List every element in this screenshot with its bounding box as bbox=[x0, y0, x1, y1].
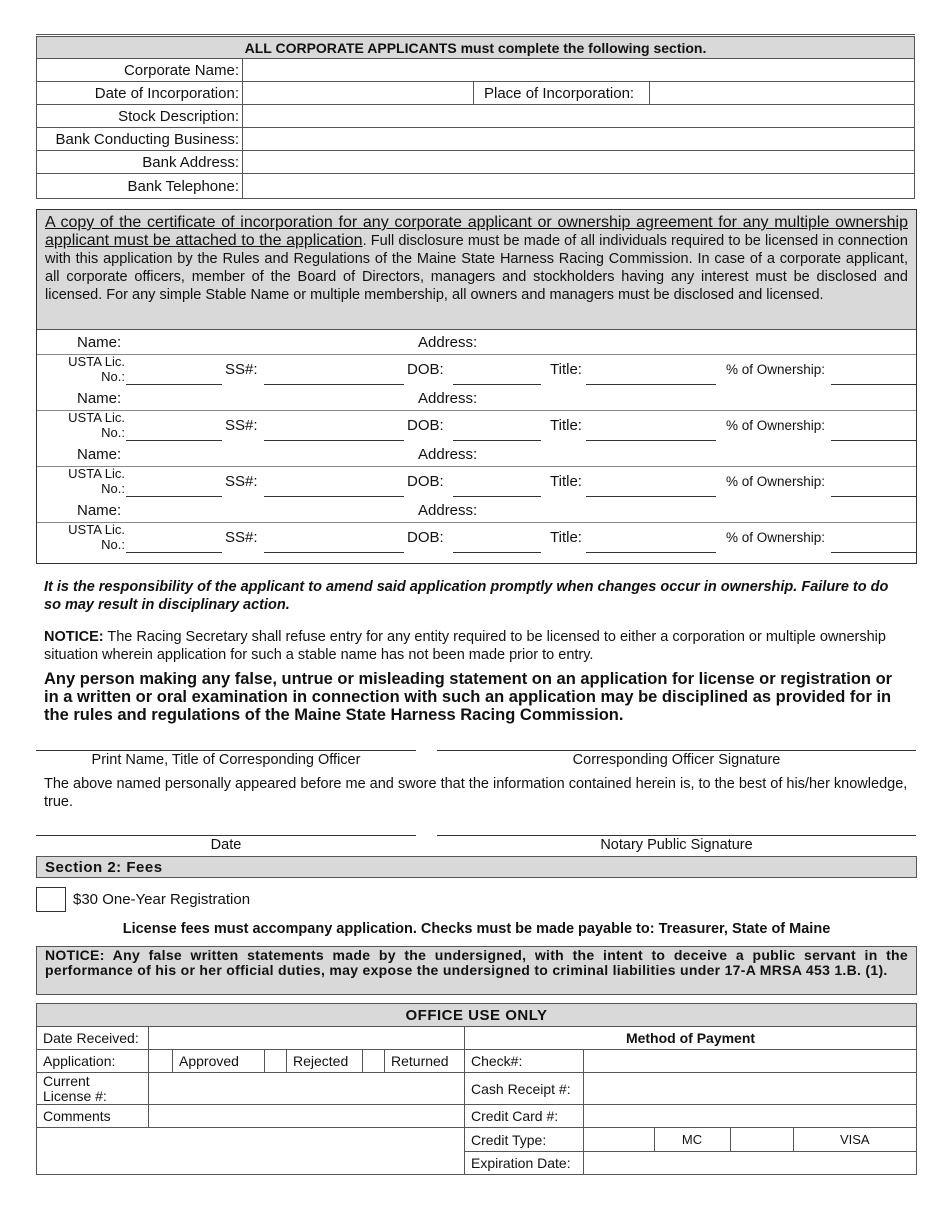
owner-ss-field[interactable] bbox=[264, 384, 404, 385]
returned-label: Returned bbox=[385, 1050, 465, 1073]
print-name-line[interactable] bbox=[36, 750, 416, 751]
owner-usta-line1: USTA Lic. bbox=[68, 522, 125, 537]
credit-card-label: Credit Card #: bbox=[465, 1105, 584, 1128]
ownership-intro-underlined: A copy of the certificate of incorporation for any corporate applicant or ownership agreement for any multiple ownership applicant must be attached to the application bbox=[45, 214, 908, 249]
date-caption: Date bbox=[210, 837, 242, 853]
owner-title-label: Title: bbox=[550, 529, 582, 546]
owner-title-field[interactable] bbox=[586, 496, 716, 497]
ownership-intro-rest: . Full disclosure must be made of all individuals required to be licensed in connection with this application by the Rules and Regulations of the Maine State Harness Racing Commission. In case of a corporate applicant, all corporate officers, member of the Board of Directors, managers and stockholders having any interest must be disclosed and licensed. For any simple Stable Name or multiple membership, all owners and managers must be disclosed and licensed. bbox=[45, 233, 908, 303]
corporate-name-label: Corporate Name: bbox=[37, 59, 243, 82]
owner-row-divider bbox=[37, 522, 916, 523]
notary-signature-caption: Notary Public Signature bbox=[600, 837, 753, 853]
notice-text: The Racing Secretary shall refuse entry for any entity required to be licensed to either a corporation or multiple ownership situation wherein application for such a stable name has not been made prior to entry. bbox=[44, 629, 886, 663]
owner-row-divider bbox=[37, 410, 916, 411]
owner-usta-line2: No.: bbox=[101, 425, 125, 440]
cash-receipt-field[interactable] bbox=[584, 1073, 917, 1105]
date-received-field[interactable] bbox=[149, 1027, 465, 1050]
bank-telephone-label: Bank Telephone: bbox=[37, 174, 243, 199]
stock-description-field[interactable] bbox=[243, 105, 915, 128]
approved-label: Approved bbox=[173, 1050, 265, 1073]
responsibility-text: It is the responsibility of the applicant to amend said application promptly when changes occur in ownership. Failure to do so may result in disciplinary action. bbox=[44, 579, 889, 613]
owner-dob-field[interactable] bbox=[453, 384, 541, 385]
owner-block bbox=[37, 443, 916, 499]
owner-ownership-field[interactable] bbox=[831, 496, 916, 497]
comments-label: Comments bbox=[37, 1105, 149, 1128]
stock-description-label: Stock Description: bbox=[37, 105, 243, 128]
current-license-field[interactable] bbox=[149, 1073, 465, 1105]
owner-dob-label: DOB: bbox=[407, 417, 444, 434]
owner-row-divider bbox=[37, 354, 916, 355]
owner-ss-field[interactable] bbox=[264, 552, 404, 553]
bank-field[interactable] bbox=[243, 128, 915, 151]
owner-address-label: Address: bbox=[418, 502, 478, 519]
office-header: OFFICE USE ONLY bbox=[37, 1004, 917, 1027]
bank-address-label: Bank Address: bbox=[37, 151, 243, 174]
owner-ownership-field[interactable] bbox=[831, 552, 916, 553]
owner-row-divider bbox=[37, 466, 916, 467]
owner-title-label: Title: bbox=[550, 473, 582, 490]
owner-ss-label: SS#: bbox=[225, 473, 258, 490]
officer-signature-caption: Corresponding Officer Signature bbox=[572, 752, 781, 768]
owner-title-label: Title: bbox=[550, 417, 582, 434]
owner-block bbox=[37, 331, 916, 387]
owner-dob-label: DOB: bbox=[407, 529, 444, 546]
corporate-header: ALL CORPORATE APPLICANTS must complete the following section. bbox=[37, 36, 915, 59]
owner-dob-field[interactable] bbox=[453, 552, 541, 553]
owner-dob-field[interactable] bbox=[453, 440, 541, 441]
place-incorporation-label: Place of Incorporation: bbox=[474, 82, 650, 105]
owner-title-field[interactable] bbox=[586, 440, 716, 441]
date-received-label: Date Received: bbox=[37, 1027, 149, 1050]
owner-usta-label bbox=[47, 354, 125, 384]
approved-checkbox[interactable] bbox=[149, 1050, 173, 1073]
returned-checkbox[interactable] bbox=[363, 1050, 385, 1073]
expiration-date-label: Expiration Date: bbox=[465, 1152, 584, 1175]
notice-paragraph bbox=[44, 628, 908, 664]
owner-usta-field[interactable] bbox=[126, 440, 222, 441]
owner-usta-label bbox=[47, 466, 125, 496]
credit-type-label: Credit Type: bbox=[465, 1128, 584, 1152]
notice-false-statements: NOTICE: Any false written statements made by the undersigned, with the intent to deceive a public servant in the performance of his or her official duties, may expose the undersigned to criminal liabilities under 17-A MRSA 453 1.B. (1). bbox=[36, 946, 917, 995]
sworn-text: The above named personally appeared before me and swore that the information contained herein is, to the best of his/her knowledge, true. bbox=[44, 776, 908, 810]
credit-card-field[interactable] bbox=[584, 1105, 917, 1128]
comments-area[interactable] bbox=[37, 1128, 465, 1175]
mc-checkbox[interactable] bbox=[584, 1128, 654, 1151]
owner-ownership-label: % of Ownership: bbox=[726, 474, 826, 489]
owner-address-label: Address: bbox=[418, 334, 478, 351]
rejected-checkbox[interactable] bbox=[265, 1050, 287, 1073]
owner-usta-line2: No.: bbox=[101, 481, 125, 496]
owner-usta-field[interactable] bbox=[126, 496, 222, 497]
print-name-caption: Print Name, Title of Corresponding Officer bbox=[91, 752, 361, 768]
officer-signature-line[interactable] bbox=[437, 750, 916, 751]
owner-dob-label: DOB: bbox=[407, 473, 444, 490]
mc-label: MC bbox=[654, 1128, 730, 1151]
owner-name-label: Name: bbox=[77, 446, 122, 463]
owner-name-label: Name: bbox=[77, 334, 122, 351]
owner-dob-label: DOB: bbox=[407, 361, 444, 378]
visa-label: VISA bbox=[839, 1132, 870, 1147]
false-statement-text: Any person making any false, untrue or misleading statement on an application for license or registration or in a written or oral examination in connection with such an application may be disciplined as provided for in the rules and regulations of the Maine State Harness Racing Commission. bbox=[44, 670, 893, 724]
corporate-name-field[interactable] bbox=[243, 59, 915, 82]
owner-title-label: Title: bbox=[550, 361, 582, 378]
check-field[interactable] bbox=[584, 1050, 917, 1073]
owner-ownership-field[interactable] bbox=[831, 440, 916, 441]
owner-usta-field[interactable] bbox=[126, 384, 222, 385]
date-incorporation-label: Date of Incorporation: bbox=[37, 82, 243, 105]
current-license-line2: License #: bbox=[43, 1087, 107, 1104]
owner-ownership-field[interactable] bbox=[831, 384, 916, 385]
date-incorporation-field[interactable] bbox=[243, 82, 474, 105]
notary-signature-line[interactable] bbox=[437, 835, 916, 836]
owner-usta-label bbox=[47, 522, 125, 552]
method-of-payment-header: Method of Payment bbox=[465, 1027, 917, 1050]
owner-address-label: Address: bbox=[418, 446, 478, 463]
office-use-table bbox=[36, 1003, 917, 1175]
owner-ss-field[interactable] bbox=[264, 496, 404, 497]
owner-ownership-label: % of Ownership: bbox=[726, 418, 826, 433]
date-line[interactable] bbox=[36, 835, 416, 836]
owner-usta-line1: USTA Lic. bbox=[68, 354, 125, 369]
owner-block bbox=[37, 499, 916, 555]
owner-usta-line1: USTA Lic. bbox=[68, 410, 125, 425]
visa-checkbox[interactable] bbox=[730, 1128, 793, 1151]
owner-dob-field[interactable] bbox=[453, 496, 541, 497]
rejected-label: Rejected bbox=[287, 1050, 363, 1073]
application-label: Application: bbox=[37, 1050, 149, 1073]
corporate-table bbox=[36, 34, 915, 199]
check-label: Check#: bbox=[465, 1050, 584, 1073]
owner-usta-label bbox=[47, 410, 125, 440]
ownership-section bbox=[36, 209, 917, 564]
notice-label: NOTICE: bbox=[44, 629, 104, 645]
owner-ownership-label: % of Ownership: bbox=[726, 530, 826, 545]
fees-header: Section 2: Fees bbox=[36, 856, 917, 878]
bank-label: Bank Conducting Business: bbox=[37, 128, 243, 151]
owner-usta-field[interactable] bbox=[126, 552, 222, 553]
comments-field[interactable] bbox=[149, 1105, 465, 1128]
owner-usta-line2: No.: bbox=[101, 537, 125, 552]
owner-address-label: Address: bbox=[418, 390, 478, 407]
bank-address-field[interactable] bbox=[243, 151, 915, 174]
current-license-line1: Current bbox=[43, 1072, 90, 1089]
owner-name-label: Name: bbox=[77, 390, 122, 407]
registration-checkbox[interactable] bbox=[36, 887, 66, 912]
expiration-date-field[interactable] bbox=[584, 1152, 917, 1175]
owner-ss-label: SS#: bbox=[225, 417, 258, 434]
fees-payable-text: License fees must accompany application. Checks must be made payable to: Treasurer, State of Maine bbox=[122, 921, 831, 937]
credit-type-options bbox=[584, 1128, 917, 1152]
owner-ss-field[interactable] bbox=[264, 440, 404, 441]
place-incorporation-field[interactable] bbox=[650, 82, 915, 105]
owner-usta-line2: No.: bbox=[101, 369, 125, 384]
owner-ownership-label: % of Ownership: bbox=[726, 362, 826, 377]
owner-ss-label: SS#: bbox=[225, 361, 258, 378]
current-license-label bbox=[37, 1073, 149, 1105]
owner-name-label: Name: bbox=[77, 502, 122, 519]
cash-receipt-label: Cash Receipt #: bbox=[465, 1073, 584, 1105]
owner-title-field[interactable] bbox=[586, 384, 716, 385]
bank-telephone-field[interactable] bbox=[243, 174, 915, 199]
owner-usta-line1: USTA Lic. bbox=[68, 466, 125, 481]
ownership-intro bbox=[37, 210, 916, 330]
registration-option-label: $30 One-Year Registration bbox=[73, 891, 251, 908]
owner-title-field[interactable] bbox=[586, 552, 716, 553]
owner-block bbox=[37, 387, 916, 443]
owner-ss-label: SS#: bbox=[225, 529, 258, 546]
